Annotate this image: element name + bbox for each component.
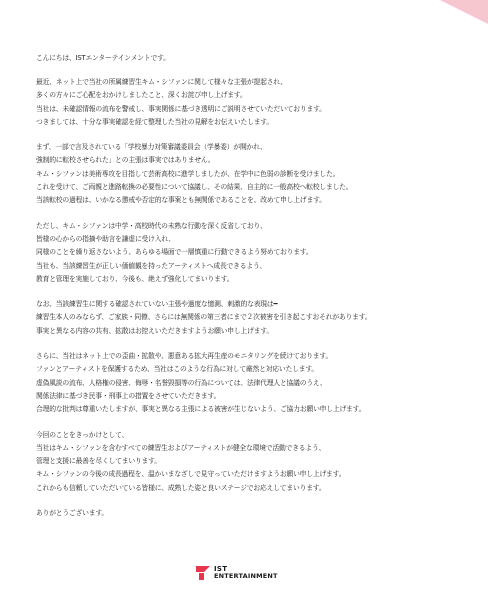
logo-wordmark (214, 566, 278, 580)
paragraph-line: 教育と管理を実施しており、今後も、絶えず強化してまいります。 (36, 274, 234, 283)
paragraph-line: ありがとうございます。 (36, 509, 109, 518)
paragraph (36, 76, 454, 129)
paragraph-line: なお、当該練習生に関する確認されていない主張や過度な憶測、刺激的な表現は━ (36, 300, 278, 309)
paragraph (36, 298, 454, 338)
paragraph-line: 練習生本人のみならず、ご家族・同僚、さらには無関係の第三者にまで２次被害を引き起こすおそれがあります。 (36, 313, 372, 322)
paragraph-line: 当社も、当該練習生が正しい価値観を持ったアーティストへ成長できるよう、 (36, 261, 267, 270)
paragraph-line: 当該転校の過程は、いかなる懲戒や否定的な事案とも無関係であることを、改めて申し上げます。 (36, 196, 326, 205)
logo-line-entertainment: ENTERTAINMENT (214, 572, 278, 580)
paragraph-line: 関係法律に基づき民事・刑事上の措置をさせていただきます。 (36, 391, 221, 400)
paragraph-line: これを受けて、ご両親と進路転換の必要性について協議し、その結果、自主的に一般高校へ転校しました。 (36, 183, 353, 192)
paragraph-line: 管理と支援に最善を尽くしてまいります。 (36, 457, 161, 466)
paragraph-line: これからも信頼していただいている皆様に、成熟した姿と良いステージでお応えしてまいります。 (36, 483, 326, 492)
paragraph-line: ファンとアーティストを保護するため、当社はこのような行為に対して厳然と対応いたします。 (36, 365, 318, 374)
corner-accent-shape (426, 0, 488, 24)
paragraph-line: キム・シファンは美術専攻を目指して芸術高校に進学しましたが、在学中に色弱の診断を受けました。 (36, 169, 340, 178)
paragraph-line: 同様のことを繰り返さないよう、あらゆる場面で一層慎重に行動できるよう努めております。 (36, 248, 313, 257)
paragraph-line: 虚偽風説の流布、人格権の侵害、侮辱・名誉毀損等の行為については、法律代理人と協議のうえ、 (36, 378, 327, 387)
logo-line-ist: IST (214, 565, 228, 573)
paragraph (36, 429, 454, 495)
statement-document (36, 52, 454, 531)
ist-logo-icon (196, 566, 210, 580)
paragraph-line: 今回のことをきっかけとして、 (36, 430, 129, 439)
ist-entertainment-logo (196, 566, 278, 580)
paragraph-line: 当社はキム・シファンを含むすべての練習生およびアーティストが健全な環境で活動できるよう、 (36, 443, 326, 452)
paragraph-line: 合理的な批判は尊重いたしますが、事実と異なる主張による被害が生じないよう、ご協力お願い申し上げます。 (36, 405, 366, 414)
paragraph-line: 強制的に転校させられた」との主張は事実ではありません。 (36, 156, 215, 165)
paragraph-line: こんにちは、ISTエンターテインメントです。 (36, 54, 170, 62)
paragraph-line: 最近、ネット上で当社の所属練習生キム・シファンに関して様々な主張が提起され、 (36, 78, 287, 86)
paragraph (36, 507, 454, 519)
paragraph-line: さらに、当社はネット上での歪曲・拡散や、悪意ある拡大再生産のモニタリングを続けております。 (36, 352, 333, 361)
paragraph-line: 当社は、未確認情報の流布を警戒し、事実関係に基づき透明にご説明させていただいております。 (36, 104, 326, 113)
paragraph (36, 52, 454, 64)
paragraph-line: 皆様の心からの指摘や助言を謙虚に受け入れ、 (36, 234, 175, 243)
paragraph (36, 350, 454, 416)
paragraph (36, 220, 454, 286)
paragraph-line: キム・シファンの今後の成長過程を、温かいまなざしで見守っていただけますようお願い申し上げます。 (36, 470, 346, 479)
paragraph-line: つきましては、十分な事実確認を経て整理した当社の見解をお伝えいたします。 (36, 117, 273, 126)
paragraph (36, 141, 454, 207)
paragraph-line: ただし、キム・シファンは中学・高校時代の未熟な行動を深く反省しており、 (36, 221, 267, 230)
paragraph-line: まず、一部で言及されている「学校暴力対策審議委員会（学暴委）が開かれ、 (36, 143, 267, 152)
paragraph-line: 多くの方々にご心配をおかけしましたこと、深くお詫び申し上げます。 (36, 91, 247, 100)
paragraph-line: 事実と異なる内容の共有、拡散はお控えいただきますようお願い申し上げます。 (36, 326, 273, 335)
